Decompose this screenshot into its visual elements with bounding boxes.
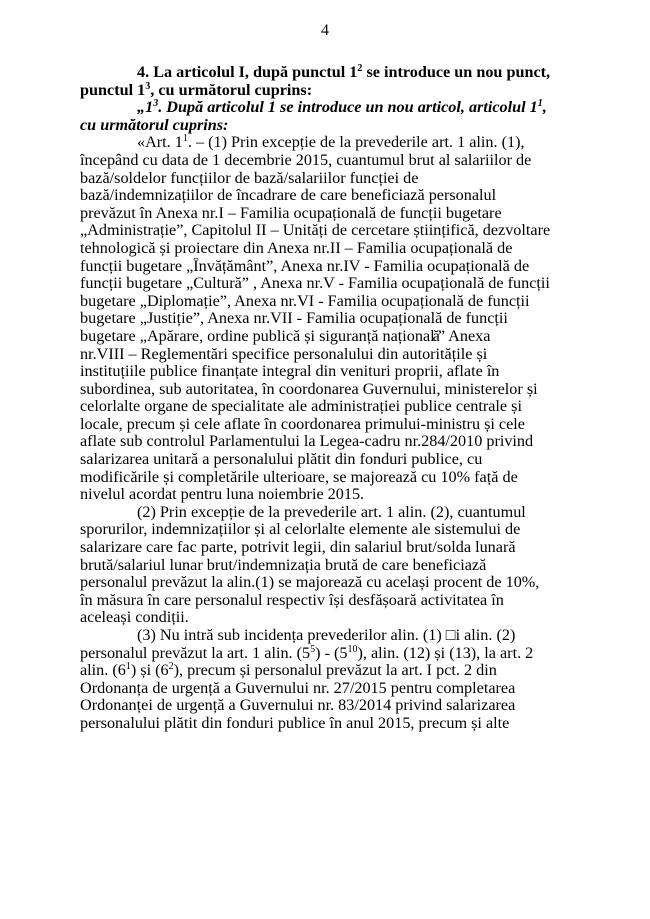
section-heading-line-1: [80, 64, 588, 82]
intro-text: „1: [137, 99, 154, 117]
paragraph-line: aceleași condiții.: [80, 608, 189, 627]
paragraph-line: subordinea, sub autoritatea, în coordonarea Guvernului, ministerelor și: [80, 380, 538, 398]
text: «Art. 1: [137, 134, 183, 152]
paragraph-line: nr.VIII – Reglementări specifice personalului din autoritățile și: [80, 345, 488, 363]
paragraph-line: [80, 134, 588, 152]
heading-text: punctul 1: [80, 80, 146, 99]
superscript: 3: [153, 99, 159, 110]
paragraph-line: „Administrație”, Capitolul II – Unități de cercetare științifică, dezvoltare: [80, 222, 551, 240]
paragraph-line: locale, precum și cele aflate în coordonarea primului-ministru și cele: [80, 415, 525, 433]
superscript: 2: [357, 64, 363, 74]
paragraph-line: Ordonanța de urgență a Guvernului nr. 27/2015 pentru completarea: [80, 679, 516, 697]
paragraph-line: personalului plătit din fonduri publice în anul 2015, precum și alte: [80, 714, 510, 732]
heading-text: se introduce un nou punct,: [362, 64, 551, 81]
paragraph-line: instituțiile publice finanțate integral din venituri proprii, aflate în: [80, 363, 500, 381]
paragraph-line: tehnologică și proiectare din Anexa nr.II – Familia ocupațională de: [80, 239, 513, 257]
page-number: 4: [321, 22, 329, 39]
intro-line-2: cu următorul cuprins:: [80, 115, 229, 134]
text: ), alin. (12) și (13), la art. 2: [357, 644, 534, 662]
paragraph-line: nivelul acordat pentru luna noiembrie 2015.: [80, 485, 365, 504]
document-body: [80, 64, 588, 733]
paragraph-line: brută/salariul lunar brut/indemnizația brută de care beneficiază: [80, 556, 487, 574]
paragraph-line: [80, 328, 588, 346]
paragraph-line: (3) Nu intră sub incidența prevederilor alin. (1) □i alin. (2): [137, 627, 516, 644]
overlapping-glyph-artifact: lă: [430, 326, 438, 345]
text: ) - (5: [315, 644, 348, 662]
superscript: 1: [537, 99, 543, 110]
paragraph-line: salarizarea unitară a personalului plătit din fonduri publice, cu: [80, 451, 483, 469]
paragraph-line: [80, 662, 588, 680]
text: ), precum și personalul prevăzut la art. I pct. 2 din: [173, 662, 497, 680]
text: ” Anexa: [437, 326, 491, 345]
paragraph-3: [80, 627, 588, 733]
paragraph-line: Ordonanței de urgență a Guvernului nr. 83/2014 privind salarizarea: [80, 697, 516, 715]
paragraph-line: în măsura în care personalul respectiv își desfășoară activitatea în: [80, 591, 504, 609]
text: bugetare „Apărare, ordine publică și siguranță naționa: [80, 326, 431, 345]
paragraph-line: funcții bugetare „Cultură” , Anexa nr.V - Familia ocupațională de funcții: [80, 275, 550, 293]
intro-text: ,: [542, 99, 547, 117]
paragraph-line: începând cu data de 1 decembrie 2015, cuantumul brut al salariilor de: [80, 151, 532, 169]
paragraph-1: [80, 134, 588, 503]
paragraph-line: celorlalte organe de specialitate ale administrației publice centrale și: [80, 398, 522, 416]
intro-text: . După articolul 1 se introduce un nou articol, articolul 1: [158, 99, 538, 117]
text: alin. (6: [80, 662, 126, 680]
superscript: 3: [145, 80, 151, 92]
paragraph-line: funcții bugetare „Învățământ”, Anexa nr.IV - Familia ocupațională de: [80, 257, 530, 275]
text: personalul prevăzut la art. 1 alin. (5: [80, 644, 311, 662]
paragraph-line: aflate sub controlul Parlamentului la Legea-cadru nr.284/2010 privind: [80, 433, 534, 451]
text: ) și (6: [130, 662, 169, 680]
section-heading-line-2: [80, 82, 588, 100]
superscript: 1: [125, 662, 131, 673]
heading-text: , cu următorul cuprins:: [150, 80, 313, 99]
superscript: 5: [310, 644, 316, 655]
paragraph-line: bază/soldelor funcțiilor de bază/salariilor funcției de: [80, 169, 419, 187]
paragraph-line: personalul prevăzut la alin.(1) se majorează cu același procent de 10%,: [80, 574, 540, 592]
paragraph-line: (2) Prin excepție de la prevederile art. 1 alin. (2), cuantumul: [137, 503, 526, 521]
intro-line-1: [80, 99, 588, 117]
paragraph-line: [80, 645, 588, 663]
superscript: 1: [182, 134, 188, 145]
paragraph-line: salarizare care fac parte, potrivit legii, din salariul brut/solda lunară: [80, 539, 516, 557]
heading-text: 4. La articolul I, după punctul 1: [137, 64, 358, 81]
paragraph-line: bugetare „Justiție”, Anexa nr.VII - Familia ocupațională de funcții: [80, 310, 508, 328]
paragraph-line: bugetare „Diplomație”, Anexa nr.VI - Familia ocupațională de funcții: [80, 292, 530, 310]
paragraph-line: prevăzut în Anexa nr.I – Familia ocupațională de funcții bugetare: [80, 204, 502, 222]
paragraph-line: sporurilor, indemnizațiilor și al celorlalte elemente ale sistemului de: [80, 521, 521, 539]
superscript: 10: [347, 644, 358, 655]
text: . – (1) Prin excepție de la prevederile art. 1 alin. (1),: [187, 134, 525, 152]
paragraph-2: [80, 504, 588, 627]
paragraph-line: modificările și completările ulterioare, se majorează cu 10% față de: [80, 468, 518, 486]
paragraph-line: bază/indemnizațiilor de încadrare de care beneficiază personalul: [80, 187, 497, 205]
superscript: 2: [168, 662, 174, 673]
